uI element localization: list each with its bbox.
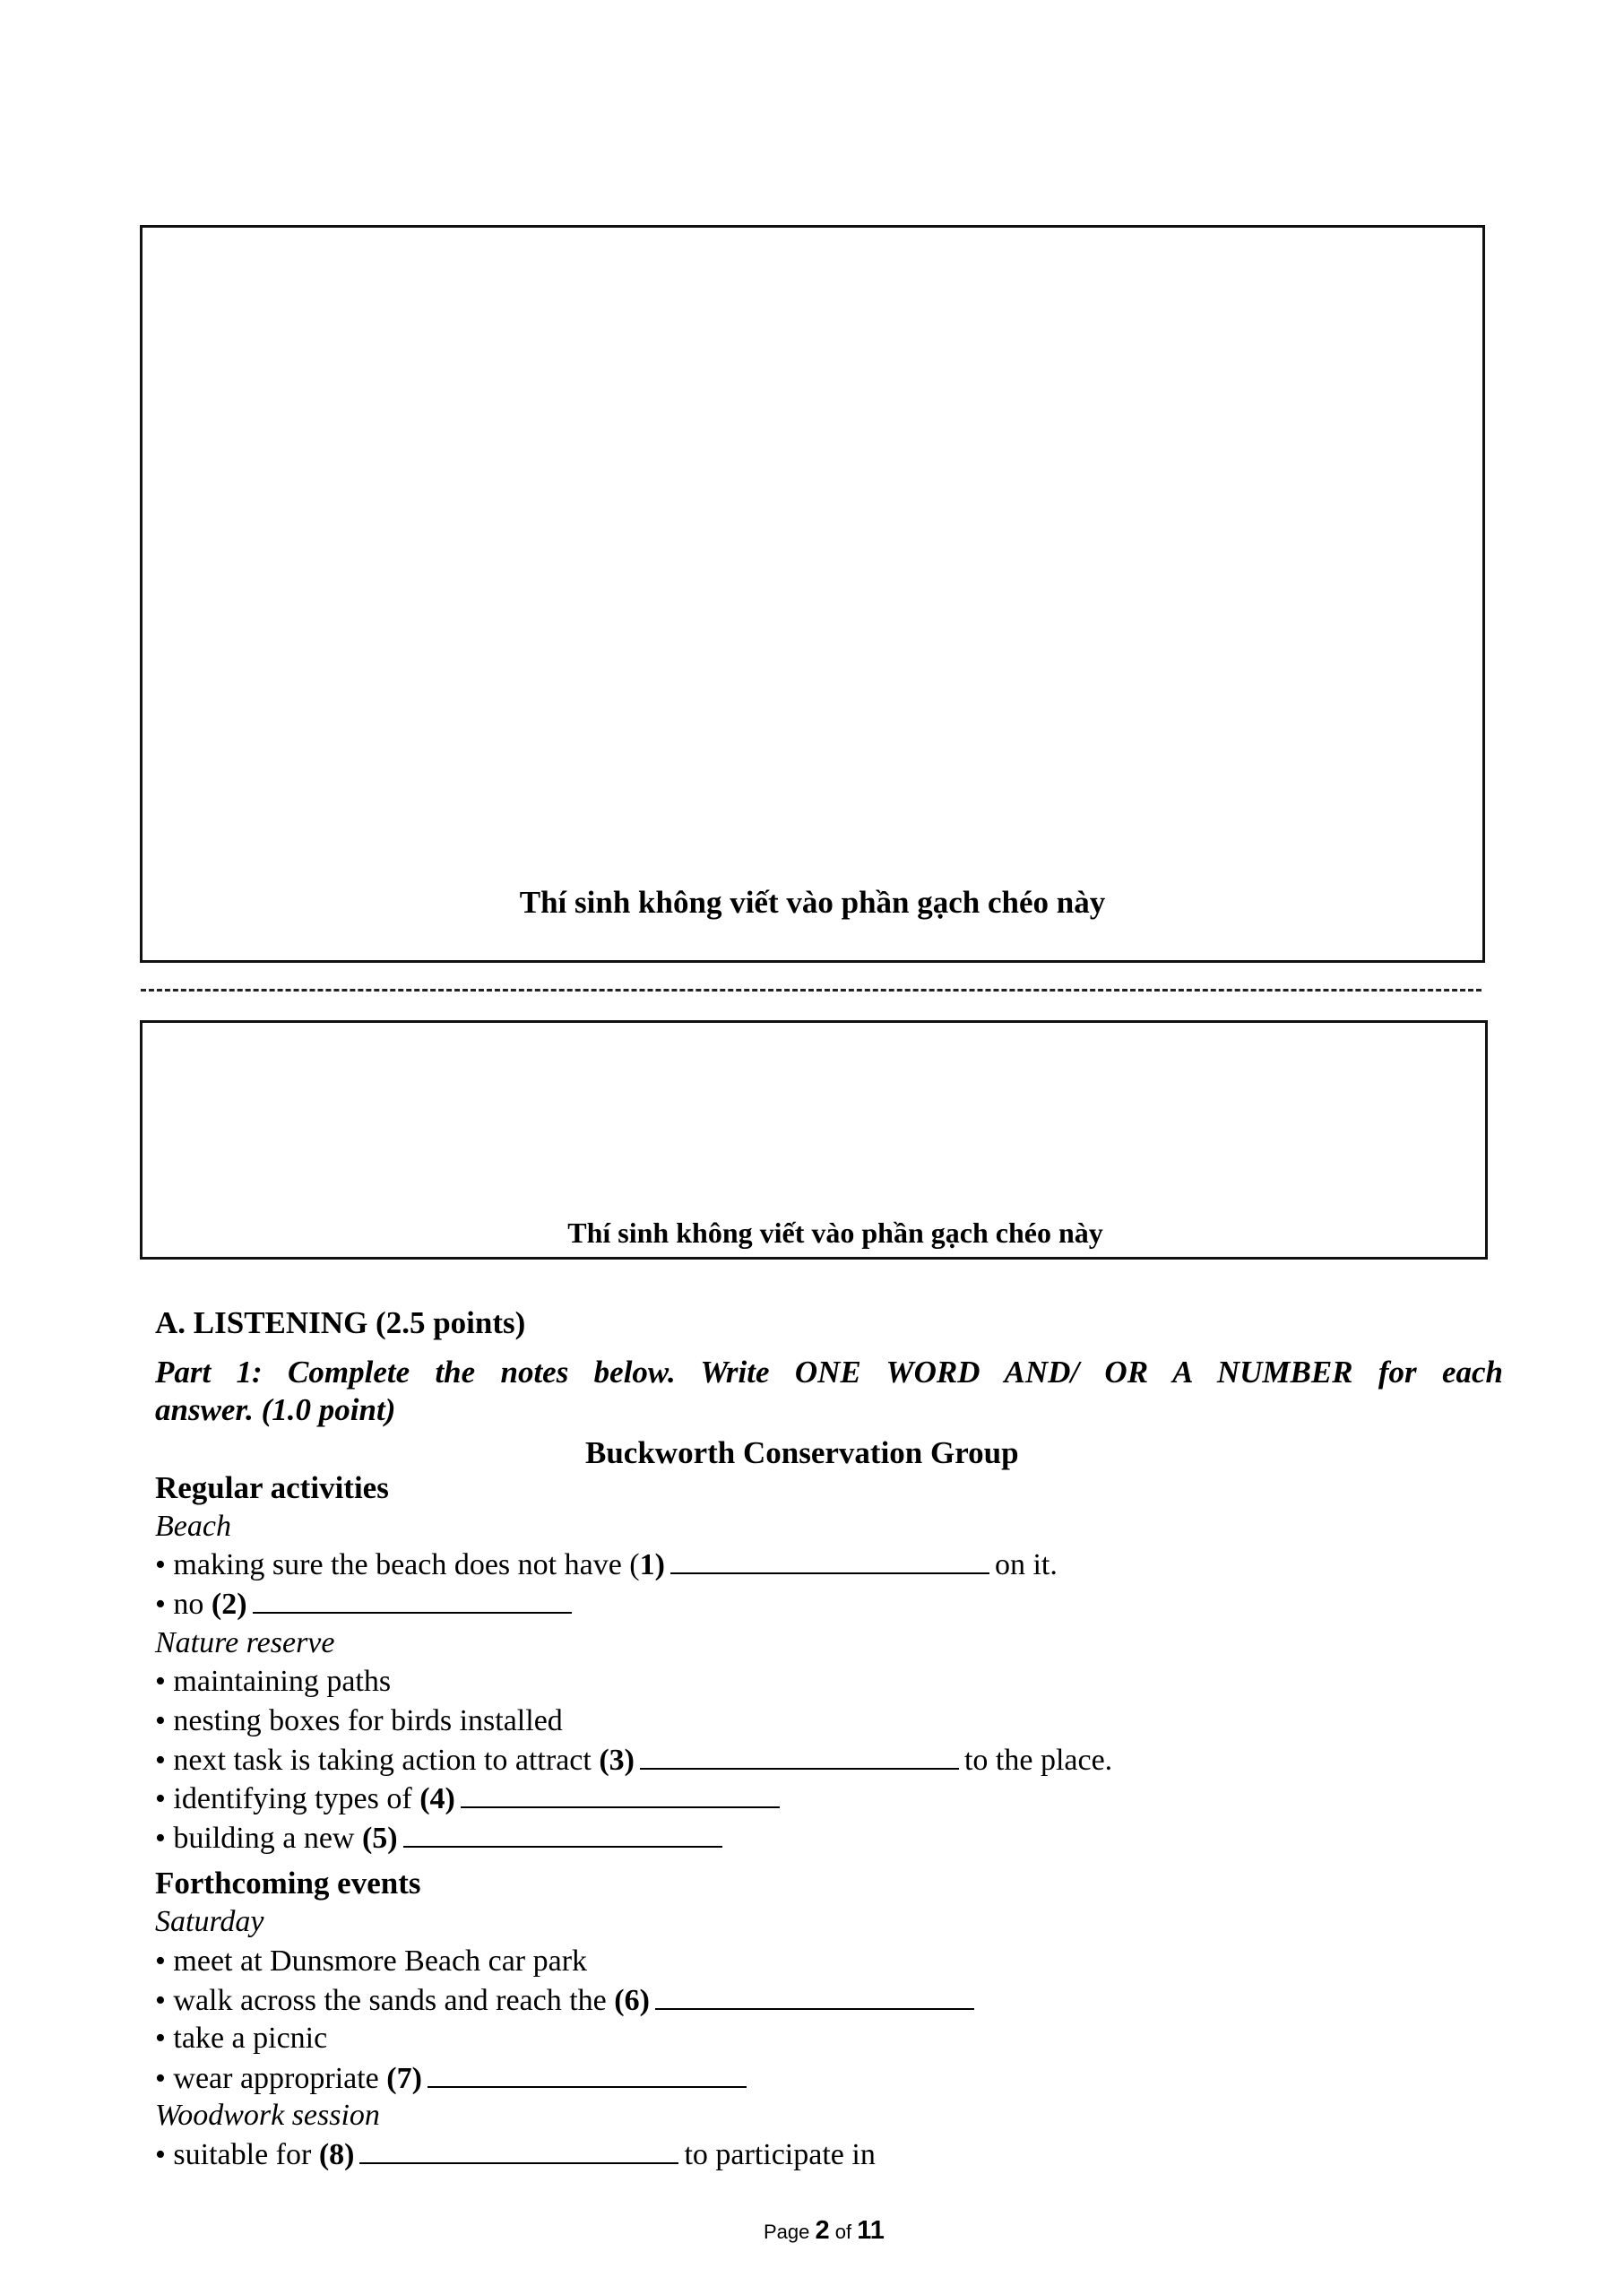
section-title: A. LISTENING (2.5 points) (155, 1305, 526, 1340)
item-number: (2) (211, 1588, 247, 1621)
note-bullet: • meet at Dunsmore Beach car park (155, 1944, 588, 1978)
answer-blank-8[interactable] (359, 2139, 678, 2164)
total-pages: 11 (857, 2216, 885, 2245)
item-text: • walk across the sands and reach the (155, 1984, 615, 2017)
subheading-beach: Beach (155, 1510, 231, 1543)
answer-blank-7[interactable] (428, 2063, 747, 2088)
item-number-open: ( (629, 1548, 640, 1581)
restricted-box-bottom (140, 1020, 1488, 1260)
part1-instruction-cont: answer. (1.0 point) (155, 1392, 396, 1427)
item-text: • making sure the beach does not have (155, 1548, 630, 1581)
subheading-saturday: Saturday (155, 1905, 264, 1938)
note-item-5 (155, 1823, 728, 1854)
heading-regular-activities: Regular activities (155, 1470, 389, 1505)
item-number: (4) (419, 1782, 455, 1815)
answer-blank-1[interactable] (670, 1549, 989, 1574)
notes-title: Buckworth Conservation Group (585, 1435, 1019, 1470)
note-bullet: • nesting boxes for birds installed (155, 1704, 563, 1737)
item-number: (5) (361, 1822, 398, 1855)
item-text-after: on it. (994, 1548, 1058, 1581)
item-text: • building a new (155, 1822, 362, 1855)
note-item-2 (155, 1589, 577, 1620)
page-word: Page (764, 2221, 810, 2243)
item-number: (6) (614, 1984, 650, 2017)
answer-blank-2[interactable] (253, 1589, 572, 1614)
note-bullet: • take a picnic (155, 2022, 328, 2055)
item-text: • no (155, 1588, 212, 1621)
item-text: • identifying types of (155, 1782, 420, 1815)
item-number: (3) (599, 1744, 635, 1777)
note-item-8 (155, 2139, 876, 2170)
note-item-4 (155, 1783, 785, 1814)
answer-blank-6[interactable] (655, 1985, 974, 2010)
note-item-1 (155, 1549, 1058, 1581)
part1-instruction: Part 1: Complete the notes below. Write ONE WORD AND/ OR A NUMBER for each (155, 1355, 1503, 1390)
item-number: (8) (318, 2138, 355, 2171)
item-number: (7) (386, 2062, 422, 2095)
of-word: of (834, 2221, 852, 2243)
item-text: • next task is taking action to attract (155, 1744, 600, 1777)
page-number (764, 2218, 885, 2244)
item-text: • wear appropriate (155, 2062, 387, 2095)
note-item-7 (155, 2063, 752, 2094)
subheading-nature-reserve: Nature reserve (155, 1626, 335, 1659)
answer-blank-4[interactable] (461, 1783, 780, 1808)
restricted-box-caption: Thí sinh không viết vào phần gạch chéo này (519, 885, 1106, 920)
item-text-after: to the place. (963, 1744, 1113, 1777)
restricted-box-caption: Thí sinh không viết vào phần gạch chéo này (567, 1217, 1103, 1249)
item-text: • suitable for (155, 2138, 319, 2171)
item-number: 1) (639, 1548, 665, 1581)
note-item-3 (155, 1745, 1112, 1776)
current-page: 2 (815, 2216, 830, 2245)
answer-blank-5[interactable] (403, 1823, 722, 1848)
heading-forthcoming-events: Forthcoming events (155, 1866, 421, 1901)
note-bullet: • maintaining paths (155, 1665, 392, 1698)
answer-blank-3[interactable] (640, 1745, 959, 1770)
dashed-cut-line (141, 989, 1481, 992)
restricted-box-top (140, 225, 1485, 963)
note-item-6 (155, 1985, 980, 2016)
subheading-woodwork-session: Woodwork session (155, 2099, 380, 2132)
item-text-after: to participate in (684, 2138, 876, 2171)
